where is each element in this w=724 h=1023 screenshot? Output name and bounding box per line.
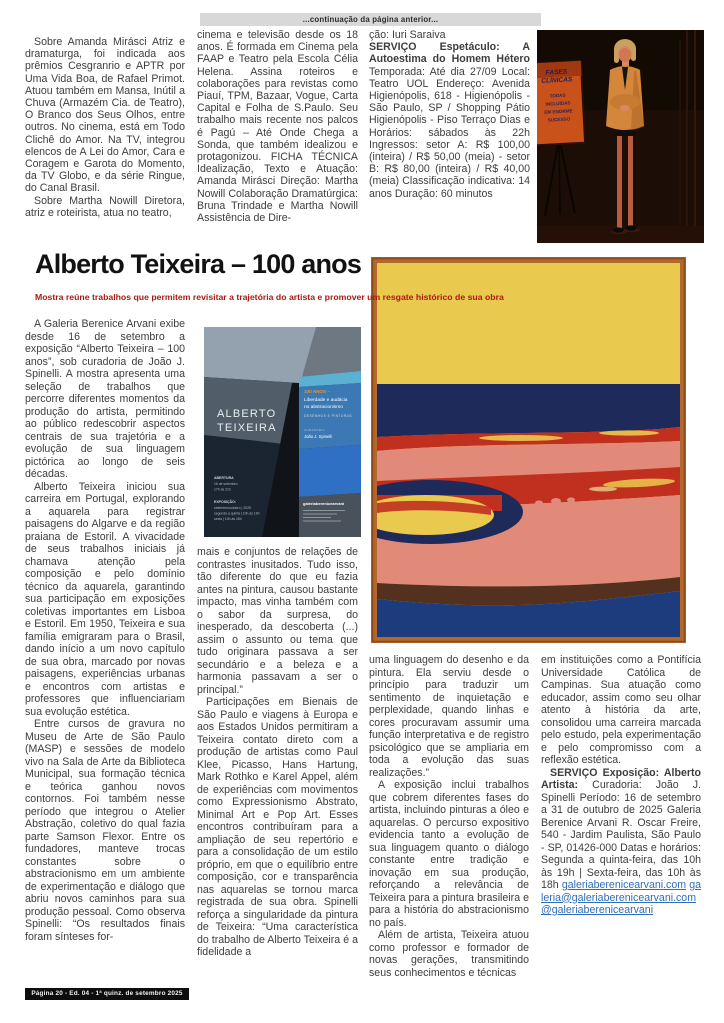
article-column-b [197,546,358,959]
painting-canvas [371,263,680,637]
article-subheadline: Mostra reúne trabalhos que permitem revisitar a trajetória do artista e promover um resgate histórico de sua obra [35,292,504,302]
paragraph [369,41,530,200]
page-footer: Página 20 - Ed. 04 - 1ª quinz. de setembro 2025 [25,988,189,1000]
paragraph [25,718,185,943]
poster-subtitle-1: Liberdade e audácia [304,398,348,403]
text-segment: A exposição inclui trabalhos que cobrem diferentes fases do artista, incluindo pinturas a óleo e aquarelas. O percurso expositivo evidencia tanto a evolução de sua linguagem quanto o diálogo constante entre tradição e inovação em sua produção, reforçando a relevância de Teixeira para a pintura brasileira e para a história do abstracionismo no país. [369,779,529,929]
exhibition-poster-image [204,327,361,537]
board-line: INCLUÍDAS [545,100,571,107]
gallery-link[interactable]: galeria@galeriaberenicearvani.com [541,879,701,904]
gallery-link[interactable]: galeriaberenicearvani.com [561,879,687,891]
stage-board [537,61,585,145]
poster-expo-hours-1: segunda a quinta | 10h às 19h [214,511,260,516]
article-column-d [541,654,701,917]
gallery-link[interactable]: @galeriaberenicearvani [541,904,654,916]
text-segment: Participações em Bienais de São Paulo e viagens à Europa e aos Estados Unidos permitiram a Teixeira contato direto com a produção de artistas como Paul Klee, Picasso, Hans Hartung, Mark Rothko e Karel Appel, além de experiências com movimentos como Expressionismo Abstrato, Minimal Art e Pop Art. Esses encontros contribuíram para a ampliação de seu repertório e para a consolidação de um estilo próprio, em que o equilíbrio entre composição, cor e transparência nas aquarelas se tornou marca registrada de sua obra. Spinelli reforça a singularidade da pintura de Teixeira: “Uma característica do trabalho de Alberto Teixeira é a fidelidade a [197,696,358,958]
poster-gallery-logo: galeriaberenicearvani [303,501,345,506]
text-segment: Além de artista, Teixeira atuou como professor e formador de novas gerações, transmitindo seus conhecimentos e técnicas [369,929,529,979]
poster-artist-name-line2: TEIXEIRA [217,422,277,434]
text-segment: Temporada: Até dia 27/09 Local: Teatro UOL Endereço: Avenida Higienópolis, 618 - Higienópolis - São Paulo, SP / Shopping Pátio Higienópolis - Piso Terraço Dias e Horários: sábados às 22h Ingressos: setor A: R$ 100,00 (inteira) / R$ 50,00 (meia) - setor B: R$ 80,00 (inteira) / R$ 40,00 (meia) Classificação indicativa: 14 anos Duração: 60 minutos [369,65,530,200]
continuation-banner: ...continuação da página anterior... [200,13,541,26]
paragraph [197,696,358,959]
article-headline: Alberto Teixeira – 100 anos [35,249,362,279]
paragraph [25,36,185,195]
painting-image [371,257,686,643]
board-line: CLÍNICAS [541,76,573,85]
paragraph [197,29,358,224]
text-segment: uma linguagem do desenho e da pintura. Ela serviu desde o princípio para traduzir um sentimento de inquietação e perplexidade, quando linhas e cores procuravam assumir uma função interpretativa e de registro psicológico que se ampliaria em toda a evolução das suas realizações.” [369,654,529,779]
article-column-a [25,318,185,943]
board-line: SUCESSO [547,116,571,123]
text-segment: A Galeria Berenice Arvani exibe desde 16 de setembro a exposição “Alberto Teixeira – 100 anos”, sob curadoria de João J. Spinelli. A mostra apresenta uma seleção de trabalhos que percorre diferentes momentos da produção do artista, permitindo ao público redescobrir aspectos centrais de sua trajetória e a evolução de sua linguagem pictórica ao longo de seis décadas. [25,318,185,480]
poster-category: DESENHOS E PINTURAS [304,414,352,418]
poster-artist-name-line1: ALBERTO [217,408,277,420]
poster-subtitle-2: no abstracionismo [304,405,343,410]
text-segment: em instituições como a Pontifícia Universidade Católica de Campinas. Sua atuação como educador, assim como seu olhar atento à história da arte, consolidou uma carreira marcada pelo estudo, pela experimentação e pelo compromisso com a reflexão estética. [541,654,701,766]
poster-abertura-label: ABERTURA [214,476,234,480]
paragraph [25,481,185,719]
poster-anos: 100 ANOS – [304,389,330,394]
text-segment: SERVIÇO Exposição: Alberto Artista: [541,766,701,791]
paragraph [541,654,701,767]
board-line: TODAS [549,92,566,99]
paragraph [197,546,358,696]
text-segment: Sobre Amanda Mirásci Atriz e dramaturga, foi indicada aos prêmios Cesgranrio e APTR por Uma Vida Boa, de Rafael Primot. Atuou também em Mansa, Inútil a Chuva (Armazém Cia. de Teatro), O Branco dos Seus Olhos, entre outros. No cinema, está em Todo Clichê do Amor. Na TV, integrou elencos de A Lei do Amor, Cara e Coragem e Garota do Momento, da TV Globo, e da série Ringue, do Canal Brasil. [25,36,185,195]
poster-expo-hours-2: sexta | 10h às 18h [214,517,242,521]
poster-expo-label: EXPOSIÇÃO: [214,500,236,504]
article-column-c [369,654,529,979]
text-segment: Entre cursos de gravura no Museu de Arte de São Paulo (MASP) e sessões de modelo vivo na Sala de Arte da Biblioteca Municipal, sua formação técnica e teórica ganhou novos contornos. Foi também nesse período que integrou o Atelier Abstração, coletivo do qual fazia parte Samson Flexor. Entre os fundadores, manteve trocas constantes sobre o abstracionismo em um ambiente de experimentação e diálogo que abriu novos caminhos para sua produção pessoal. Como observa Spinelli: “Os resultados finais foram sínteses for- [25,718,185,943]
poster-abertura-time: 17h às 21h [214,487,231,492]
poster-abertura-date: 16 de setembro [214,482,238,486]
text-segment: SERVIÇO Espetáculo: A Autoestima do Homem Hétero [369,41,530,66]
paragraph [25,318,185,481]
stage-photo-image [537,30,704,243]
text-segment: Curadoria: João J. Spinelli Período: 16 de setembro a 31 de outubro de 2025 Galeria Berenice Arvani R. Oscar Freire, 540 - Jardim Paulista, São Paulo - SP, 01426-000 Datas e horários: Segunda a quinta-feira, das 10h às 19h | Sexta-feira, das 10h às 18h [541,779,702,891]
paragraph [369,779,529,929]
text-segment: Sobre Martha Nowill Diretora, atriz e roteirista, atua no teatro, [25,194,185,219]
paragraph [369,29,530,41]
text-segment: Alberto Teixeira iniciou sua carreira em Portugal, explorando a aquarela para registrar paisagens do Algarve e da região praiana de Estoril. A vivacidade de seus trabalhos iniciais já chamava atenção pela composição e pelo domínio técnico da aquarela, garantindo sua participação em exposições coletivas importantes em Lisboa e Estoril. Em 1950, Teixeira e sua família emigraram para o Brasil, dando início a um novo capítulo de sua obra, marcado por novas paisagens, experiências urbanas e encontros com artistas e professores que influenciariam sua evolução estética. [25,480,185,718]
top-article-column-3 [369,29,530,200]
paragraph [25,195,185,219]
board-line: EM ENORME [544,108,573,115]
text-segment: mais e conjuntos de relações de contrastes inusitados. Tudo isso, tão diferente do que eu fazia antes na pintura, causou bastante impacto, mas vinha também com o sabor da surpresa, do inesperado, da descoberta (...) assim o assunto ou tema que tudo originara passava a ser secundário e a beleza e a harmonia passavam a ser o principal.” [197,546,358,696]
paragraph [369,654,529,779]
text-segment: cinema e televisão desde os 18 anos. É formada em Cinema pela FAAP e Teatro pela Escola Célia Helena. Assina roteiros e colaborações para revistas como Piauí, TPM, Bazaar, Vogue, Carta Capital e Folha de S.Paulo. Seu trabalho mais recente nos palcos é Pagú – Até Onde Chega a Sonda, que também idealizou e protagonizou. FICHA TÉCNICA Idealização, Texto e Atuação: Amanda Mirásci Direção: Martha Nowill Colaboração Dramatúrgica: Bruna Trindade e Martha Nowill Assistência de Dire- [197,29,358,225]
top-article-column-2 [197,29,358,224]
top-article-column-1 [25,36,185,219]
poster-curadoria-label: CURADORIA [304,428,325,432]
poster-curator: João J. Spinelli [304,434,333,439]
paragraph [541,767,701,917]
board-line: FASES [545,68,568,77]
poster-expo-dates: setembro/outubro | 2025 [214,506,251,510]
text-segment: ção: Iuri Saraiva [369,29,446,41]
paragraph [369,929,529,979]
